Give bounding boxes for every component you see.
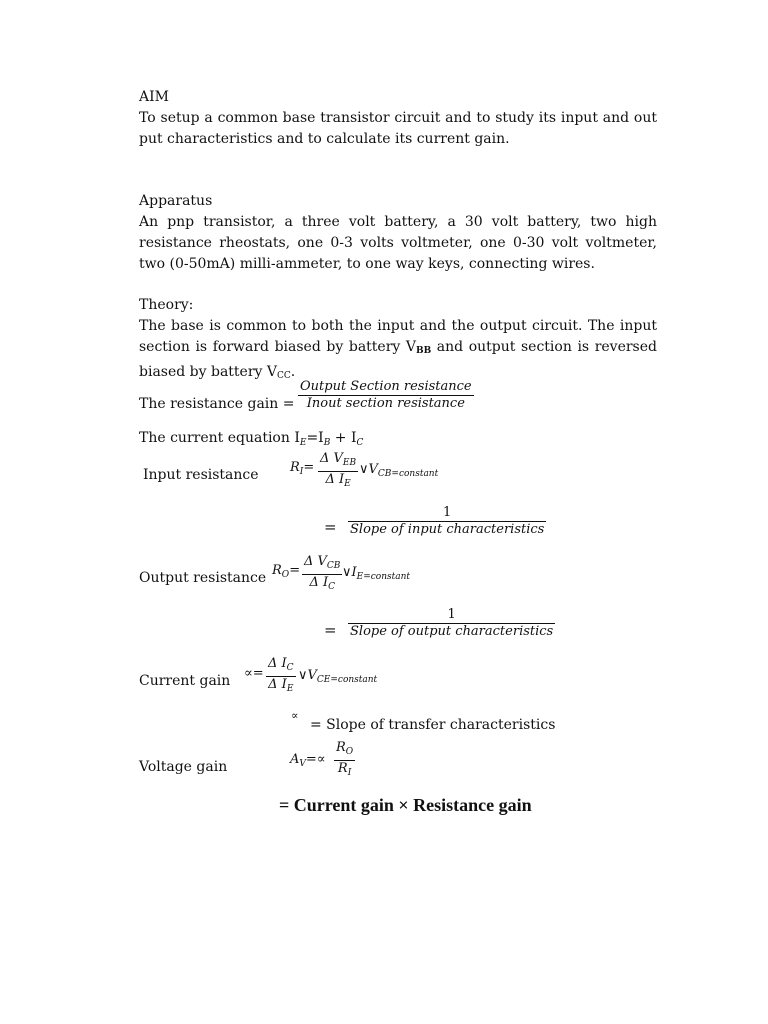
current-equation-label: The current equation I xyxy=(139,430,300,446)
aim-heading: AIM xyxy=(139,89,169,105)
input-slope-equals: = xyxy=(324,518,337,536)
apparatus-heading: Apparatus xyxy=(139,193,213,209)
input-slope-den: Slope of input characteristics xyxy=(350,522,545,537)
output-slope-den: Slope of output characteristics xyxy=(350,624,554,639)
output-resistance-constant: $\vee I_{E=constant}$ xyxy=(342,565,411,582)
vcc-subscript: CC xyxy=(277,371,291,381)
current-equation-eq: =I xyxy=(306,430,324,446)
theory-text-2: and output section is reversed biased by battery V xyxy=(139,339,657,380)
current-gain-lhs: ∝= xyxy=(244,666,264,681)
output-slope-fraction xyxy=(348,607,555,640)
ie-subscript: E xyxy=(299,438,307,448)
voltage-gain-lhs: $A_V=\propto$ xyxy=(290,752,326,769)
aim-body: To setup a common base transistor circuit and to study its input and out put characteristics and to calculate its current gain. xyxy=(139,110,657,147)
voltage-gain-num: $R_O$ xyxy=(336,740,354,757)
transfer-characteristics: = Slope of transfer characteristics xyxy=(310,717,556,733)
voltage-gain-final: = Current gain × Resistance gain xyxy=(279,795,532,815)
output-resistance-num: Δ $V_{CB}$ xyxy=(304,554,341,571)
theory-text-1: The base is common to both the input and the output circuit. The input section is forward biased by battery V xyxy=(139,318,657,355)
voltage-gain-den: $R_I$ xyxy=(334,760,355,781)
voltage-gain-fraction xyxy=(334,740,355,781)
output-resistance-fraction xyxy=(302,554,342,595)
current-gain-label: Current gain xyxy=(139,673,231,689)
resistance-gain-numerator: Output Section resistance xyxy=(300,379,472,394)
input-resistance-constant: $\vee V_{CB=constant}$ xyxy=(359,462,439,479)
input-slope-num: 1 xyxy=(443,505,452,520)
current-equation-plus: + I xyxy=(330,430,357,446)
output-resistance-den: Δ $I_C$ xyxy=(302,574,342,595)
input-resistance-den: Δ $I_E$ xyxy=(318,471,358,492)
input-resistance-label: Input resistance xyxy=(143,467,259,483)
resistance-gain-denominator: Inout section resistance xyxy=(298,395,474,412)
voltage-gain-label: Voltage gain xyxy=(139,759,228,775)
ib-subscript: B xyxy=(323,438,331,448)
ic-subscript: C xyxy=(356,438,364,448)
vbb-subscript: BB xyxy=(416,346,432,356)
current-gain-den: Δ $I_E$ xyxy=(266,676,296,697)
input-resistance-fraction xyxy=(318,451,358,492)
alpha-symbol: ∝ xyxy=(291,709,299,722)
input-resistance-num: Δ $V_{EB}$ xyxy=(320,451,357,468)
current-gain-fraction xyxy=(266,656,296,697)
theory-heading: Theory: xyxy=(139,297,194,313)
theory-text-end: . xyxy=(290,364,296,380)
theory-body xyxy=(139,316,657,387)
input-slope-fraction xyxy=(348,505,546,538)
output-slope-num: 1 xyxy=(447,607,456,622)
input-resistance-lhs: $R_I=$ xyxy=(290,460,315,477)
current-gain-num: Δ $I_C$ xyxy=(268,656,294,673)
output-resistance-label: Output resistance xyxy=(139,570,267,586)
current-gain-constant: $\vee V_{CE=constant}$ xyxy=(298,668,378,685)
resistance-gain-fraction xyxy=(298,379,474,412)
output-resistance-lhs: $R_O=$ xyxy=(272,563,301,580)
output-slope-equals: = xyxy=(324,621,337,639)
apparatus-body: An pnp transistor, a three volt battery, a 30 volt battery, two high resistance rheostats, one 0-3 volts voltmeter, one 0-30 volt voltmeter, two (0-50mA) milli-ammeter, to one way keys, connecting wires. xyxy=(139,214,657,272)
resistance-gain-label: The resistance gain = xyxy=(139,396,295,412)
